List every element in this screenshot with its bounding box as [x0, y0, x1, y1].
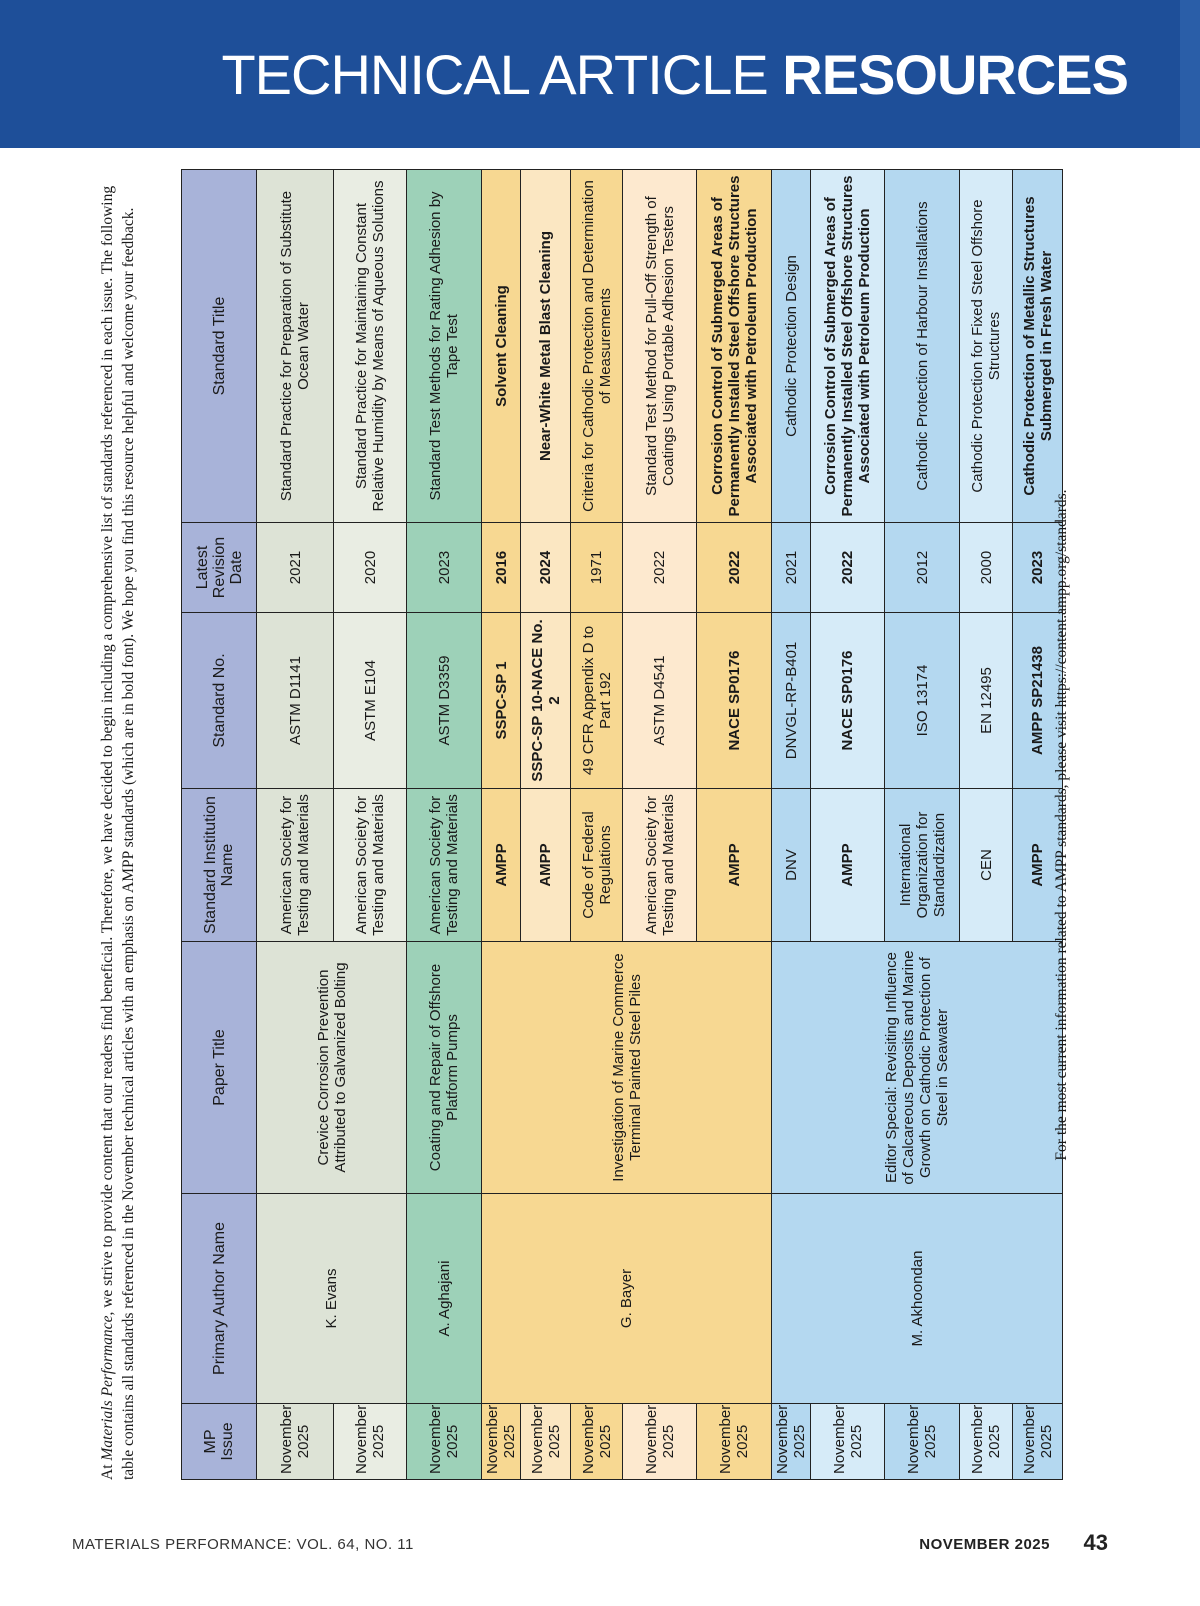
standard-title-cell: Standard Practice for Preparation of Substitute Ocean Water: [257, 170, 334, 523]
col-header-title: Standard Title: [182, 170, 257, 523]
standard-title-cell: Corrosion Control of Submerged Areas of Permanently Installed Steel Offshore Structures Associated with Petroleum Production: [697, 170, 772, 523]
issue-cell: November 2025: [811, 1404, 885, 1480]
revision-date-cell: 1971: [571, 523, 623, 613]
issue-cell: November 2025: [334, 1404, 407, 1480]
standard-number-cell: SSPC-SP 10-NACE No. 2: [521, 613, 571, 789]
standard-number-cell: ISO 13174: [885, 613, 960, 789]
standard-title-cell: Cathodic Protection for Fixed Steel Offshore Structures: [960, 170, 1013, 523]
institution-cell: AMPP: [697, 789, 772, 942]
paper-title-cell: Crevice Corrosion Prevention Attributed to Galvanized Bolting: [257, 942, 407, 1194]
standard-number-cell: NACE SP0176: [811, 613, 885, 789]
issue-cell: November 2025: [257, 1404, 334, 1480]
author-cell: G. Bayer: [482, 1194, 772, 1404]
standard-number-cell: SSPC-SP 1: [482, 613, 521, 789]
table-row: [772, 170, 811, 1480]
issue-cell: November 2025: [960, 1404, 1013, 1480]
issue-cell: November 2025: [571, 1404, 623, 1480]
institution-cell: Code of Federal Regulations: [571, 789, 623, 942]
standard-number-cell: ASTM D3359: [407, 613, 482, 789]
issue-cell: November 2025: [772, 1404, 811, 1480]
issue-cell: November 2025: [1013, 1404, 1063, 1480]
header-stripe: [1180, 0, 1200, 148]
institution-cell: AMPP: [521, 789, 571, 942]
standard-number-cell: ASTM D4541: [623, 613, 697, 789]
institution-cell: American Society for Testing and Materials: [623, 789, 697, 942]
revision-date-cell: 2021: [772, 523, 811, 613]
revision-date-cell: 2000: [960, 523, 1013, 613]
standard-number-cell: EN 12495: [960, 613, 1013, 789]
standard-title-cell: Corrosion Control of Submerged Areas of Permanently Installed Steel Offshore Structures Associated with Petroleum Production: [811, 170, 885, 523]
institution-cell: AMPP: [482, 789, 521, 942]
standard-number-cell: ASTM D1141: [257, 613, 334, 789]
institution-cell: American Society for Testing and Materials: [257, 789, 334, 942]
revision-date-cell: 2016: [482, 523, 521, 613]
institution-cell: American Society for Testing and Materials: [334, 789, 407, 942]
issue-cell: November 2025: [482, 1404, 521, 1480]
author-cell: M. Akhoondan: [772, 1194, 1063, 1404]
author-cell: A. Aghajani: [407, 1194, 482, 1404]
intro-prefix: At: [99, 1460, 116, 1480]
standard-title-cell: Standard Practice for Maintaining Constant Relative Humidity by Means of Aqueous Solutions: [334, 170, 407, 523]
revision-date-cell: 2024: [521, 523, 571, 613]
revision-date-cell: 2012: [885, 523, 960, 613]
paper-title-cell: Editor Special: Revisiting Influence of Calcareous Deposits and Marine Growth on Cathodic Protection of Steel in Seawater: [772, 942, 1063, 1194]
col-header-issue: MP Issue: [182, 1404, 257, 1480]
intro-text: , we strive to provide content that our readers find beneficial. Therefore, we have decided to begin including a comprehensive list of standards referenced in each issue. The following table contains all standards referenced in the November technical articles with an emphasis on AMPP standards (which are in bold font). We hope you find this resource helpful and welcome your feedback.: [99, 185, 137, 1480]
standard-title-cell: Near-White Metal Blast Cleaning: [521, 170, 571, 523]
intro-publication: Materials Performance: [99, 1315, 116, 1461]
footnote: For the most current information related to AMPP standards, please visit https://content.ampp.org/standards.: [1053, 489, 1070, 1161]
col-header-paper: Paper Title: [182, 942, 257, 1194]
page-title-bold: RESOURCES: [782, 43, 1128, 106]
table-row: [482, 170, 521, 1480]
standard-title-cell: Standard Test Method for Pull-Off Strength of Coatings Using Portable Adhesion Testers: [623, 170, 697, 523]
col-header-author: Primary Author Name: [182, 1194, 257, 1404]
institution-cell: DNV: [772, 789, 811, 942]
standard-title-cell: Cathodic Protection of Harbour Installations: [885, 170, 960, 523]
standard-number-cell: AMPP SP21438: [1013, 613, 1063, 789]
institution-cell: American Society for Testing and Materials: [407, 789, 482, 942]
issue-cell: November 2025: [623, 1404, 697, 1480]
standard-number-cell: 49 CFR Appendix D to Part 192: [571, 613, 623, 789]
standard-number-cell: NACE SP0176: [697, 613, 772, 789]
revision-date-cell: 2021: [257, 523, 334, 613]
issue-cell: November 2025: [521, 1404, 571, 1480]
intro-paragraph: [97, 170, 139, 1480]
standard-title-cell: Cathodic Protection Design: [772, 170, 811, 523]
standards-table: [181, 169, 1063, 1480]
header-bar: [0, 0, 1200, 148]
footer-issue-date: NOVEMBER 2025: [919, 1536, 1050, 1553]
page-title-thin: TECHNICAL ARTICLE: [221, 43, 783, 106]
revision-date-cell: 2020: [334, 523, 407, 613]
standard-title-cell: Cathodic Protection of Metallic Structures Submerged in Fresh Water: [1013, 170, 1063, 523]
col-header-date: Latest Revision Date: [182, 523, 257, 613]
institution-cell: International Organization for Standardization: [885, 789, 960, 942]
institution-cell: AMPP: [811, 789, 885, 942]
paper-title-cell: Investigation of Marine Commerce Terminal Painted Steel Piles: [482, 942, 772, 1194]
revision-date-cell: 2022: [623, 523, 697, 613]
standard-title-cell: Solvent Cleaning: [482, 170, 521, 523]
revision-date-cell: 2023: [407, 523, 482, 613]
rotated-content: [97, 170, 1102, 1480]
revision-date-cell: 2022: [697, 523, 772, 613]
page-number: 43: [1083, 1530, 1108, 1555]
standard-number-cell: ASTM E104: [334, 613, 407, 789]
revision-date-cell: 2022: [811, 523, 885, 613]
standard-number-cell: DNVGL-RP-B401: [772, 613, 811, 789]
institution-cell: AMPP: [1013, 789, 1063, 942]
issue-cell: November 2025: [407, 1404, 482, 1480]
paper-title-cell: Coating and Repair of Offshore Platform Pumps: [407, 942, 482, 1194]
footer-publication: MATERIALS PERFORMANCE: VOL. 64, NO. 11: [72, 1536, 414, 1553]
author-cell: K. Evans: [257, 1194, 407, 1404]
table-header-row: [182, 170, 257, 1480]
revision-date-cell: 2023: [1013, 523, 1063, 613]
table-row: [407, 170, 482, 1480]
page-title: [221, 42, 1128, 107]
table-row: [257, 170, 334, 1480]
institution-cell: CEN: [960, 789, 1013, 942]
issue-cell: November 2025: [885, 1404, 960, 1480]
standard-title-cell: Standard Test Methods for Rating Adhesion by Tape Test: [407, 170, 482, 523]
col-header-institution: Standard Institution Name: [182, 789, 257, 942]
standard-title-cell: Criteria for Cathodic Protection and Determination of Measurements: [571, 170, 623, 523]
issue-cell: November 2025: [697, 1404, 772, 1480]
col-header-number: Standard No.: [182, 613, 257, 789]
